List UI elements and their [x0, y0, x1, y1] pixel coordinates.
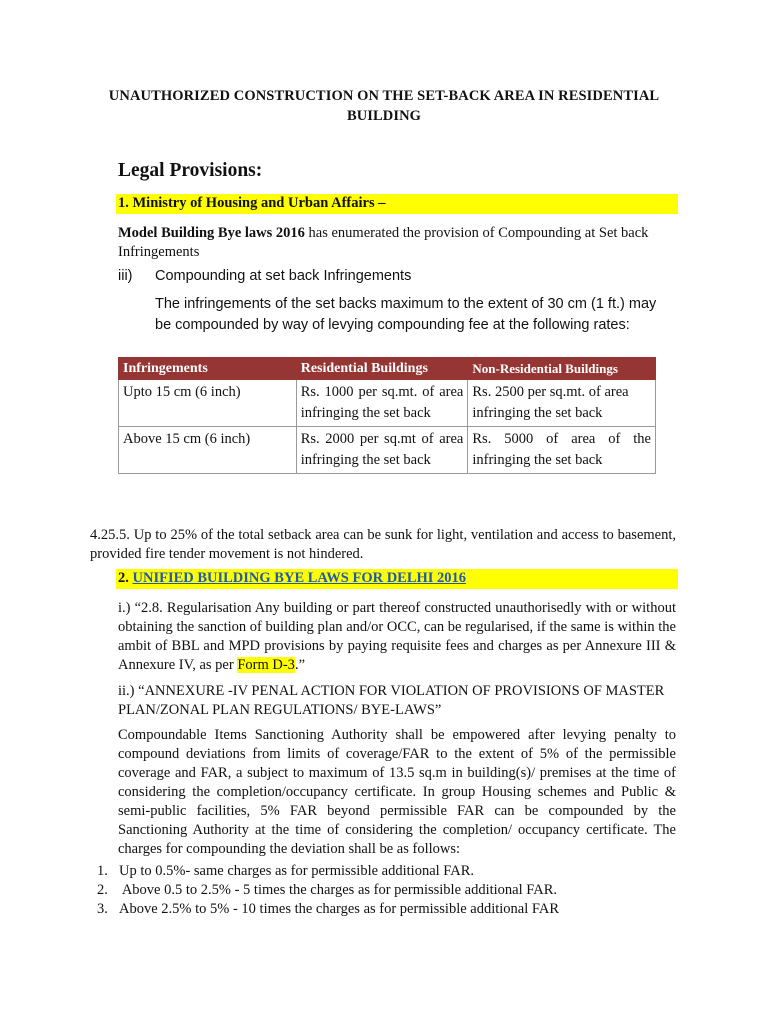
- table-cell: Rs. 1000 per sq.mt. of area infringing the set back: [296, 380, 468, 427]
- section1-heading: 1. Ministry of Housing and Urban Affairs –: [118, 195, 386, 211]
- unified-bye-laws-link[interactable]: UNIFIED BUILDING BYE LAWS FOR DELHI 2016: [132, 570, 467, 586]
- section-heading: Legal Provisions:: [118, 160, 263, 181]
- table-row: [119, 380, 656, 427]
- section2-heading: [118, 570, 466, 587]
- subclause-body: The infringements of the set backs maximum to the extent of 30 cm (1 ft.) may be compounded by way of levying compounding fee at the following rates:: [155, 296, 657, 333]
- section2-item1: [118, 599, 676, 675]
- table-cell: Above 15 cm (6 inch): [119, 427, 297, 474]
- compounding-rates-table: [118, 357, 656, 474]
- document-title: UNAUTHORIZED CONSTRUCTION ON THE SET-BACK AREA IN RESIDENTIAL BUILDING: [108, 88, 660, 124]
- clause-4-25-5: 4.25.5. Up to 25% of the total setback area can be sunk for light, ventilation and access to basement, provided fire tender movement is not hindered.: [90, 527, 676, 562]
- list-item-text: Above 0.5 to 2.5% - 5 times the charges as for permissible additional FAR.: [119, 882, 558, 898]
- list-item-text: Above 2.5% to 5% - 10 times the charges as for permissible additional FAR: [119, 901, 560, 917]
- table-cell: Upto 15 cm (6 inch): [119, 380, 297, 427]
- charges-list: [97, 862, 677, 919]
- table-header: Infringements: [119, 358, 297, 380]
- table-cell: Rs. 2500 per sq.mt. of area infringing the set back: [468, 380, 656, 427]
- regularisation-end: .”: [294, 657, 305, 673]
- section1-intro: [118, 224, 680, 262]
- section2-number: 2.: [118, 570, 133, 586]
- bye-laws-name: Model Building Bye laws 2016: [118, 225, 305, 241]
- table-header: Non-Residential Buildings: [468, 358, 656, 380]
- list-item-text: Up to 0.5%- same charges as for permissible additional FAR.: [119, 863, 475, 879]
- form-d3-reference: Form D-3: [237, 657, 295, 673]
- table-row: [119, 427, 656, 474]
- list-item-number: 1.: [97, 863, 108, 879]
- table-header-row: [119, 358, 656, 380]
- table-cell: Rs. 5000 of area of the infringing the set back: [468, 427, 656, 474]
- list-item-number: 3.: [97, 901, 108, 917]
- regularisation-text: i.) “2.8. Regularisation Any building or part thereof constructed unauthorisedly with or without obtaining the sanction of building plan and/or OCC, can be regularised, if the same is within the ambit of BBL and MPD provisions by paying requisite fees and charges as per Annexure III & Annexure IV, as per: [118, 600, 676, 673]
- list-item: [97, 862, 677, 881]
- section1-intro-rest: has enumerated the provision of Compounding at Set back Infringements: [118, 225, 649, 260]
- subclause-title: Compounding at set back Infringements: [155, 268, 412, 284]
- table-cell: Rs. 2000 per sq.mt of area infringing the set back: [296, 427, 468, 474]
- subclause-number: iii): [118, 268, 133, 284]
- list-item: [97, 900, 677, 919]
- section2-item2-body: Compoundable Items Sanctioning Authority shall be empowered after levying penalty to compound deviations from limits of coverage/FAR to the extent of 5% of the permissible coverage and FAR, a subject to maximum of 13.5 sq.m in building(s)/ premises at the time of considering the completion/occupancy certificate. In group Housing schemes and Public & semi-public facilities, 5% FAR beyond permissible FAR can be compounded by the Sanctioning Authority at the time of considering the completion/ occupancy certificate. The charges for compounding the deviation shall be as follows:: [118, 727, 676, 857]
- list-item-number: 2.: [97, 882, 108, 898]
- section2-item2-heading: ii.) “ANNEXURE -IV PENAL ACTION FOR VIOLATION OF PROVISIONS OF MASTER PLAN/ZONAL PLAN REGULATIONS/ BYE-LAWS”: [118, 683, 665, 718]
- list-item: [97, 881, 677, 900]
- table-header: Residential Buildings: [296, 358, 468, 380]
